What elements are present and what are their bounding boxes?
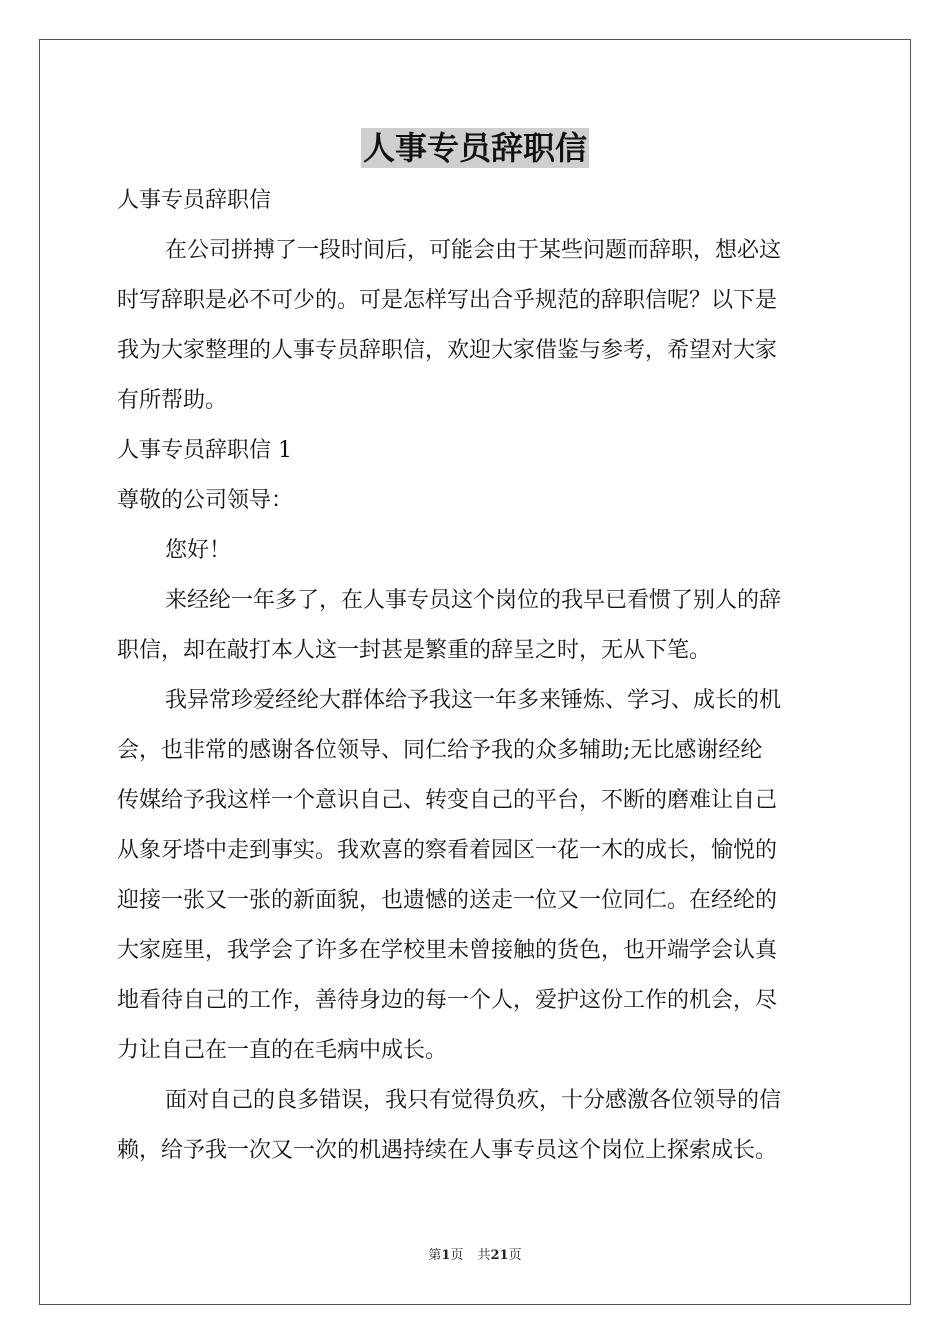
- text-line: 人事专员辞职信 1: [117, 438, 292, 463]
- text-line: 您好！: [165, 538, 232, 563]
- text-line: 职信，却在敲打本人这一封甚是繁重的辞呈之时，无从下笔。: [117, 638, 712, 663]
- text-line: 来经纶一年多了，在人事专员这个岗位的我早已看惯了别人的辞: [165, 588, 782, 613]
- page-footer: [0, 1246, 950, 1266]
- footer-total-suffix: 页: [508, 1248, 522, 1263]
- text-line: 从象牙塔中走到事实。我欢喜的察看着园区一花一木的成长，愉悦的: [117, 838, 778, 863]
- text-line: 我异常珍爱经纶大群体给予我这一年多来锤炼、学习、成长的机: [165, 688, 782, 713]
- document-title: 人事专员辞职信: [362, 129, 587, 167]
- text-line: 力让自己在一直的在毛病中成长。: [117, 1038, 448, 1063]
- text-line: 时写辞职是必不可少的。可是怎样写出合乎规范的辞职信呢？以下是: [117, 288, 778, 313]
- footer-page-prefix: 第: [428, 1248, 442, 1263]
- text-line: 会，也非常的感谢各位领导、同仁给予我的众多辅助;无比感谢经纶: [117, 738, 763, 763]
- text-line: 赖，给予我一次又一次的机遇持续在人事专员这个岗位上探索成长。: [117, 1138, 778, 1163]
- text-line: 迎接一张又一张的新面貌，也遗憾的送走一位又一位同仁。在经纶的: [117, 888, 778, 913]
- text-line: 尊敬的公司领导：: [117, 488, 294, 513]
- text-line: 有所帮助。: [117, 388, 228, 413]
- text-line: 大家庭里，我学会了许多在学校里未曾接触的货色，也开端学会认真: [117, 938, 778, 963]
- footer-total-prefix: 共: [477, 1248, 491, 1263]
- footer-page-number: 1: [441, 1248, 451, 1263]
- text-line: 传媒给予我这样一个意识自己、转变自己的平台，不断的磨难让自己: [117, 788, 778, 813]
- text-line: 人事专员辞职信: [117, 188, 272, 213]
- title-container: [0, 128, 950, 168]
- text-line: 我为大家整理的人事专员辞职信，欢迎大家借鉴与参考，希望对大家: [117, 338, 778, 363]
- footer-page-suffix: 页: [450, 1248, 464, 1263]
- footer-total-number: 21: [490, 1248, 509, 1263]
- document-body: [117, 176, 833, 1176]
- text-line: 地看待自己的工作，善待身边的每一个人，爱护这份工作的机会，尽: [117, 988, 778, 1013]
- text-line: 在公司拼搏了一段时间后，可能会由于某些问题而辞职，想必这: [165, 238, 782, 263]
- text-line: 面对自己的良多错误，我只有觉得负疚，十分感激各位领导的信: [165, 1088, 782, 1113]
